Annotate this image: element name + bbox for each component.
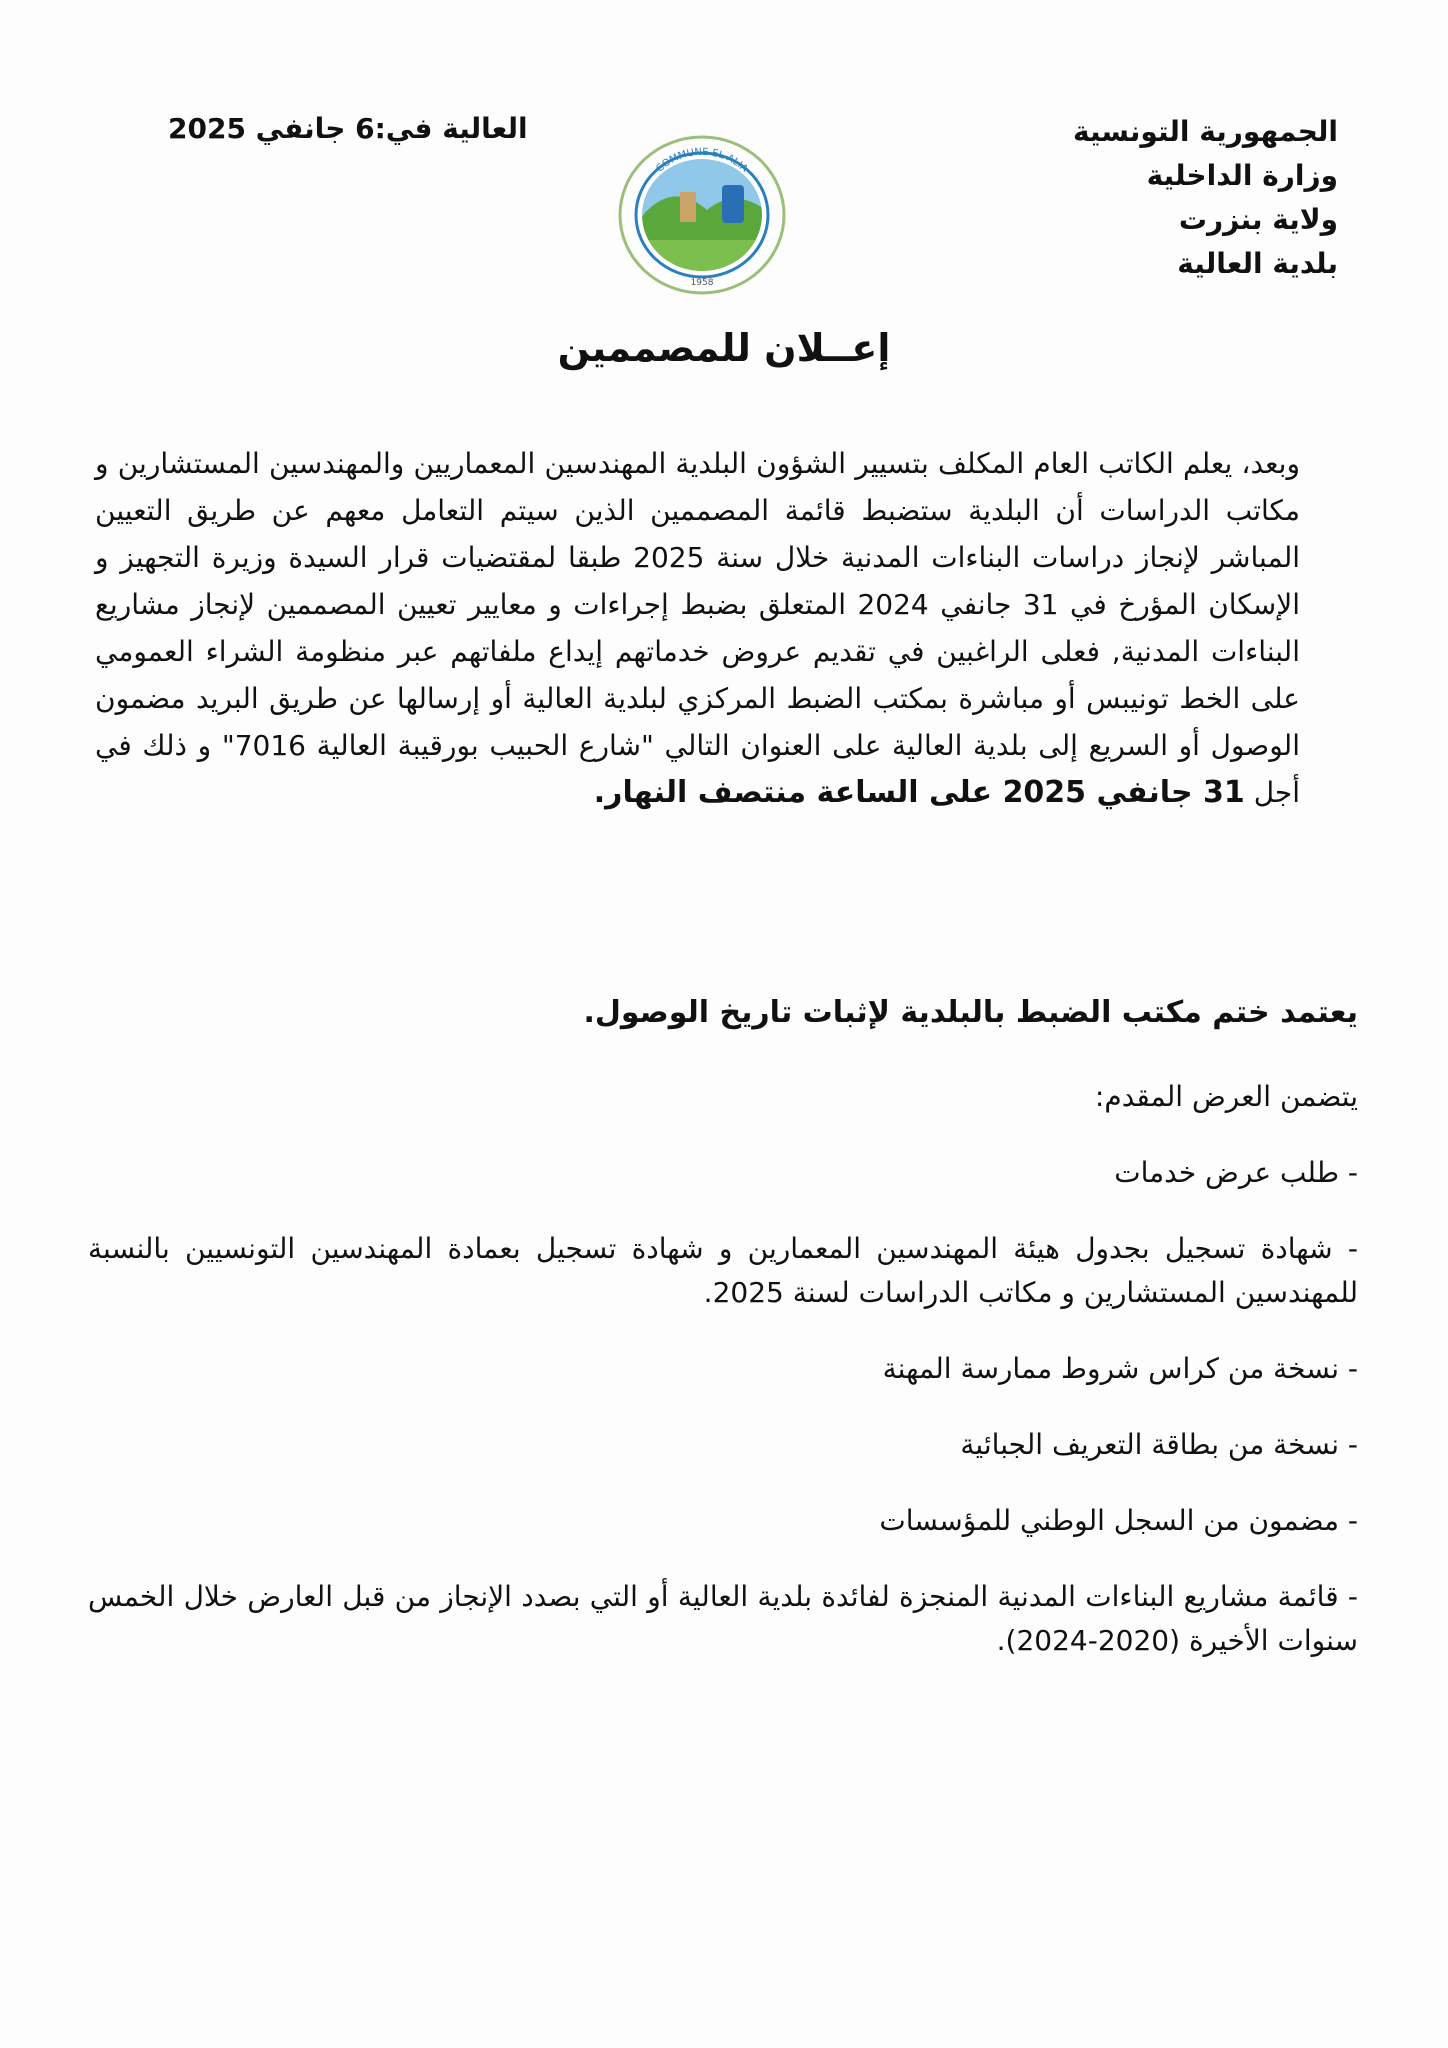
list-item: - نسخة من كراس شروط ممارسة المهنة (882, 1352, 1358, 1385)
country-name: الجمهورية التونسية (1073, 115, 1338, 148)
deadline-date: 31 جانفي 2025 على الساعة منتصف النهار. (593, 775, 1245, 810)
deadline-prefix: في أجل (95, 729, 1300, 809)
offer-intro: يتضمن العرض المقدم: (1094, 1080, 1358, 1113)
municipality-name: بلدية العالية (1177, 247, 1338, 280)
list-item: - نسخة من بطاقة التعريف الجبائية (960, 1428, 1358, 1461)
page-title: إعــلان للمصممين (557, 326, 891, 370)
list-item: - مضمون من السجل الوطني للمؤسسات (879, 1504, 1358, 1537)
ministry-name: وزارة الداخلية (1146, 159, 1338, 192)
list-item: - طلب عرض خدمات (1114, 1156, 1358, 1189)
governorate-name: ولاية بنزرت (1178, 203, 1338, 236)
stamp-notice: يعتمد ختم مكتب الضبط بالبلدية لإثبات تاريخ الوصول. (583, 995, 1358, 1030)
official-header (1073, 110, 1338, 286)
main-paragraph: وبعد، يعلم الكاتب العام المكلف بتسيير الشؤون البلدية المهندسين المعماريين والمهندسين المستشارين و مكاتب الدراسات أن البلدية ستضبط قائمة المصممين الذين سيتم التعامل معهم عن طريق التعيين المباشر لإنجاز دراسات البناءات المدنية خلال سنة 2025 طبقا لمقتضيات قرار السيدة وزيرة التجهيز و الإسكان المؤرخ في 31 جانفي 2024 المتعلق بضبط إجراءات و معايير تعيين المصممين لإنجاز مشاريع البناءات المدنية, فعلى الراغبين في تقديم عروض خدماتهم إيداع ملفاتهم عبر منظومة الشراء العمومي على الخط تونيبس أو مباشرة بمكتب الضبط المركزي لبلدية العالية أو إرسالها عن طريق البريد مضمون الوصول أو السريع إلى بلدية العالية على العنوان التالي "شارع الحبيب بورقيبة العالية 7016" و ذلك (95, 447, 1301, 762)
municipality-logo-icon (612, 130, 792, 300)
date-line: العالية في:6 جانفي 2025 (168, 112, 528, 145)
list-item: - شهادة تسجيل بجدول هيئة المهندسين المعمارين و شهادة تسجيل بعمادة المهندسين التونسيين بالنسبة للمهندسين المستشارين و مكاتب الدراسات لسنة 2025. (88, 1232, 1358, 1309)
logo-arc-text: COMMUNE EL ALIA (654, 146, 750, 175)
announcement-body (95, 440, 1358, 816)
list-item: - قائمة مشاريع البناءات المدنية المنجزة لفائدة بلدية العالية أو التي بصدد الإنجاز من قبل العارض خلال الخمس سنوات الأخيرة (2020-2024). (88, 1580, 1358, 1657)
offer-requirements (88, 1075, 1358, 1695)
logo-year: 1958 (690, 278, 714, 288)
